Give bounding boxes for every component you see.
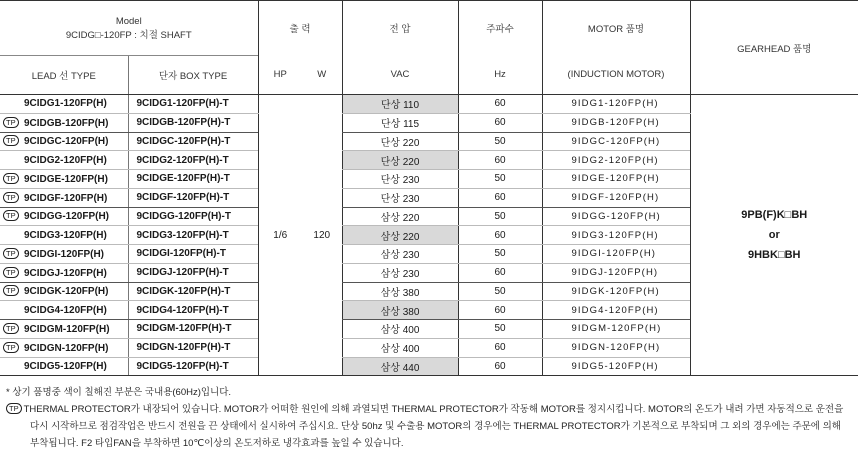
gearhead-cell	[690, 95, 858, 376]
table-row	[0, 95, 858, 114]
lead-model: 9CIDGI-120FP(H)	[24, 249, 104, 260]
lead-type-cell	[0, 245, 128, 264]
lead-type-cell	[0, 301, 128, 320]
lead-type-cell	[0, 151, 128, 170]
motor-cell: 9IDGE-120FP(H)	[542, 170, 690, 189]
voltage-cell: 단상 115	[342, 113, 458, 132]
lead-model: 9CIDG4-120FP(H)	[24, 305, 107, 316]
hz-cell: 60	[458, 263, 542, 282]
hz-cell: 60	[458, 301, 542, 320]
table-body	[0, 95, 858, 376]
lead-model: 9CIDGJ-120FP(H)	[24, 268, 107, 279]
motor-header: MOTOR 품명	[542, 1, 690, 56]
output-header: 출 력	[258, 1, 342, 56]
tp-icon: TP	[3, 117, 19, 128]
tp-icon: TP	[3, 267, 19, 278]
hz-header: Hz	[458, 56, 542, 95]
motor-cell: 9IDGK-120FP(H)	[542, 282, 690, 301]
box-type-cell: 9CIDG1-120FP(H)-T	[128, 95, 258, 114]
box-type-cell: 9CIDGI-120FP(H)-T	[128, 245, 258, 264]
tp-icon: TP	[3, 248, 19, 259]
box-type-cell: 9CIDGB-120FP(H)-T	[128, 113, 258, 132]
gearhead-value: 9PB(F)K□BH	[691, 205, 858, 225]
voltage-cell: 단상 230	[342, 170, 458, 189]
motor-cell: 9IDG1-120FP(H)	[542, 95, 690, 114]
tp-icon: TP	[6, 403, 22, 414]
lead-model: 9CIDG5-120FP(H)	[24, 361, 107, 372]
hz-cell: 50	[458, 282, 542, 301]
voltage-cell: 삼상 380	[342, 282, 458, 301]
box-type-cell: 9CIDG4-120FP(H)-T	[128, 301, 258, 320]
note-thermal-1	[6, 401, 854, 418]
w-header: W	[302, 56, 342, 95]
lead-model: 9CIDGM-120FP(H)	[24, 324, 110, 335]
tp-icon: TP	[3, 323, 19, 334]
note-thermal-2: 다시 시작하므로 점검작업은 반드시 전원을 끈 상태에서 실시하여 주십시요. 단상 50hz 및 수출용 MOTOR의 경우에는 THERMAL PROTECTOR가 기본적으로 부착되며 그 외의 경우에는 주문에 의해	[6, 418, 854, 435]
voltage-cell: 삼상 230	[342, 245, 458, 264]
box-type-cell: 9CIDGM-120FP(H)-T	[128, 320, 258, 339]
model-title: Model	[0, 16, 258, 27]
box-type-cell: 9CIDGC-120FP(H)-T	[128, 132, 258, 151]
motor-cell: 9IDGM-120FP(H)	[542, 320, 690, 339]
hz-cell: 60	[458, 226, 542, 245]
vac-header: VAC	[342, 56, 458, 95]
hz-cell: 50	[458, 245, 542, 264]
box-type-cell: 9CIDG5-120FP(H)-T	[128, 357, 258, 376]
tp-icon: TP	[3, 135, 19, 146]
lead-model: 9CIDGK-120FP(H)	[24, 286, 108, 297]
lead-type-cell	[0, 207, 128, 226]
voltage-cell: 삼상 220	[342, 207, 458, 226]
box-type-cell: 9CIDG2-120FP(H)-T	[128, 151, 258, 170]
motor-cell: 9IDGG-120FP(H)	[542, 207, 690, 226]
motor-cell: 9IDGJ-120FP(H)	[542, 263, 690, 282]
lead-type-cell	[0, 357, 128, 376]
hp-header: HP	[258, 56, 302, 95]
lead-model: 9CIDG3-120FP(H)	[24, 230, 107, 241]
lead-type-cell	[0, 113, 128, 132]
model-header	[0, 1, 258, 56]
motor-cell: 9IDG3-120FP(H)	[542, 226, 690, 245]
model-subtitle: 9CIDG□-120FP : 치절 SHAFT	[0, 27, 258, 41]
hz-cell: 60	[458, 357, 542, 376]
lead-type-cell	[0, 320, 128, 339]
box-type-cell: 9CIDGK-120FP(H)-T	[128, 282, 258, 301]
voltage-cell: 단상 230	[342, 188, 458, 207]
hz-cell: 60	[458, 113, 542, 132]
tp-icon: TP	[3, 173, 19, 184]
voltage-cell: 삼상 380	[342, 301, 458, 320]
motor-cell: 9IDG2-120FP(H)	[542, 151, 690, 170]
w-value: 120	[302, 95, 342, 376]
voltage-cell: 삼상 230	[342, 263, 458, 282]
lead-model: 9CIDG1-120FP(H)	[24, 98, 107, 109]
voltage-cell: 삼상 400	[342, 320, 458, 339]
gearhead-header: GEARHEAD 품명	[690, 1, 858, 95]
lead-type-cell	[0, 263, 128, 282]
lead-type-cell	[0, 226, 128, 245]
hz-cell: 60	[458, 338, 542, 357]
voltage-header: 전 압	[342, 1, 458, 56]
gearhead-value: or	[691, 225, 858, 245]
motor-cell: 9IDGC-120FP(H)	[542, 132, 690, 151]
notes	[6, 384, 854, 452]
lead-model: 9CIDGN-120FP(H)	[24, 343, 108, 354]
tp-icon: TP	[3, 342, 19, 353]
voltage-cell: 삼상 400	[342, 338, 458, 357]
box-type-cell: 9CIDGN-120FP(H)-T	[128, 338, 258, 357]
voltage-cell: 삼상 220	[342, 226, 458, 245]
box-type-cell: 9CIDGF-120FP(H)-T	[128, 188, 258, 207]
induction-header: (INDUCTION MOTOR)	[542, 56, 690, 95]
motor-cell: 9IDGN-120FP(H)	[542, 338, 690, 357]
motor-cell: 9IDG4-120FP(H)	[542, 301, 690, 320]
box-type-cell: 9CIDGJ-120FP(H)-T	[128, 263, 258, 282]
voltage-cell: 삼상 440	[342, 357, 458, 376]
lead-type-cell	[0, 188, 128, 207]
hp-value: 1/6	[258, 95, 302, 376]
frequency-header: 주파수	[458, 1, 542, 56]
table-header	[0, 1, 858, 95]
lead-type-cell	[0, 338, 128, 357]
motor-cell: 9IDGB-120FP(H)	[542, 113, 690, 132]
tp-icon: TP	[3, 285, 19, 296]
tp-icon: TP	[3, 210, 19, 221]
voltage-cell: 단상 220	[342, 132, 458, 151]
lead-type-header: LEAD 선 TYPE	[0, 56, 128, 95]
note-thermal-3: 부착됩니다. F2 타입FAN을 부착하면 10℃이상의 온도저하로 냉각효과를 높일 수 있습니다.	[6, 435, 854, 452]
lead-model: 9CIDGB-120FP(H)	[24, 118, 108, 129]
note-color: * 상기 품명중 색이 칠해진 부분은 국내용(60Hz)입니다.	[6, 384, 854, 401]
hz-cell: 60	[458, 188, 542, 207]
box-type-cell: 9CIDG3-120FP(H)-T	[128, 226, 258, 245]
lead-type-cell	[0, 95, 128, 114]
hz-cell: 50	[458, 170, 542, 189]
lead-model: 9CIDGC-120FP(H)	[24, 136, 108, 147]
lead-type-cell	[0, 170, 128, 189]
voltage-cell: 단상 110	[342, 95, 458, 114]
hz-cell: 60	[458, 95, 542, 114]
hz-cell: 50	[458, 320, 542, 339]
note-thermal-text: THERMAL PROTECTOR가 내장되어 있습니다. MOTOR가 어떠한 원인에 의해 과열되면 THERMAL PROTECTOR가 작동해 MOTOR를 정지시킵니다. MOTOR의 온도가 내려 가면 자동적으로 운전을	[24, 404, 844, 415]
gearhead-value: 9HBK□BH	[691, 245, 858, 265]
box-type-header: 단자 BOX TYPE	[128, 56, 258, 95]
hz-cell: 50	[458, 132, 542, 151]
hz-cell: 50	[458, 207, 542, 226]
lead-model: 9CIDGG-120FP(H)	[24, 211, 109, 222]
hz-cell: 60	[458, 151, 542, 170]
lead-type-cell	[0, 132, 128, 151]
motor-cell: 9IDG5-120FP(H)	[542, 357, 690, 376]
lead-model: 9CIDGF-120FP(H)	[24, 193, 107, 204]
lead-model: 9CIDG2-120FP(H)	[24, 155, 107, 166]
motor-cell: 9IDGI-120FP(H)	[542, 245, 690, 264]
motor-cell: 9IDGF-120FP(H)	[542, 188, 690, 207]
lead-type-cell	[0, 282, 128, 301]
voltage-cell: 단상 220	[342, 151, 458, 170]
box-type-cell: 9CIDGE-120FP(H)-T	[128, 170, 258, 189]
tp-icon: TP	[3, 192, 19, 203]
box-type-cell: 9CIDGG-120FP(H)-T	[128, 207, 258, 226]
lead-model: 9CIDGE-120FP(H)	[24, 174, 108, 185]
